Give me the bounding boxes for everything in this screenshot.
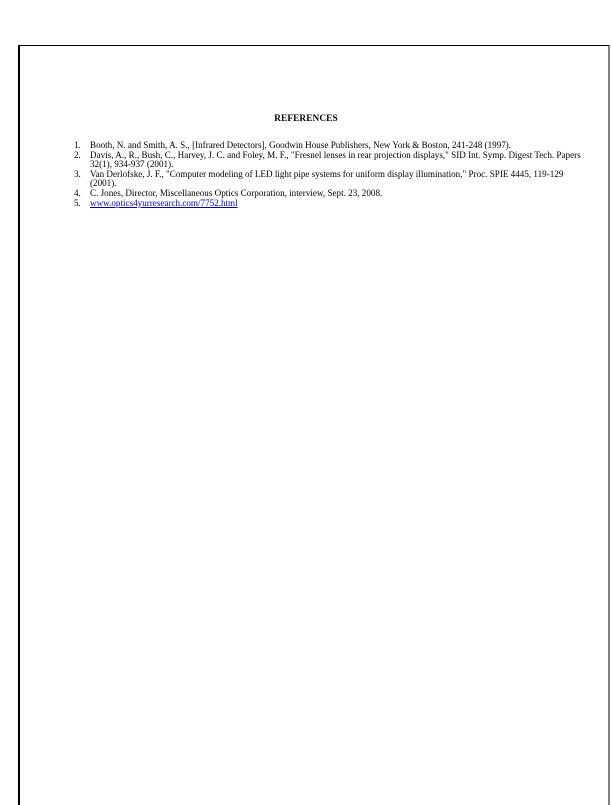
reference-link[interactable]: www.optics4yurresearch.com/7752.html	[90, 197, 238, 208]
reference-item	[70, 151, 590, 170]
reference-number: 2.	[74, 149, 81, 160]
reference-number: 5.	[74, 197, 81, 208]
references-heading: REFERENCES	[274, 114, 338, 124]
reference-text: Booth, N. and Smith, A. S., [Infrared Detectors], Goodwin House Publishers, New York & Boston, 241-248 (1997).	[90, 140, 512, 150]
reference-number: 3.	[74, 168, 81, 179]
reference-number: 1.	[74, 140, 81, 150]
reference-number: 4.	[74, 187, 81, 198]
reference-text: Van Derlofske, J. F., "Computer modeling of LED light pipe systems for uniform display illumination," Proc. SPIE 4445, 119-129 (2001).	[90, 168, 564, 189]
reference-text: C. Jones, Director, Miscellaneous Optics Corporation, interview, Sept. 23, 2008.	[90, 187, 383, 198]
reference-text: Davis, A., R., Bush, C., Harvey, J. C. and Foley, M. F., "Fresnel lenses in rear projection displays," SID Int. Symp. Digest Tech. Papers 32(1), 934-937 (2001).	[90, 149, 581, 170]
reference-item	[70, 170, 590, 189]
reference-item	[70, 199, 590, 209]
references-list	[70, 141, 590, 208]
